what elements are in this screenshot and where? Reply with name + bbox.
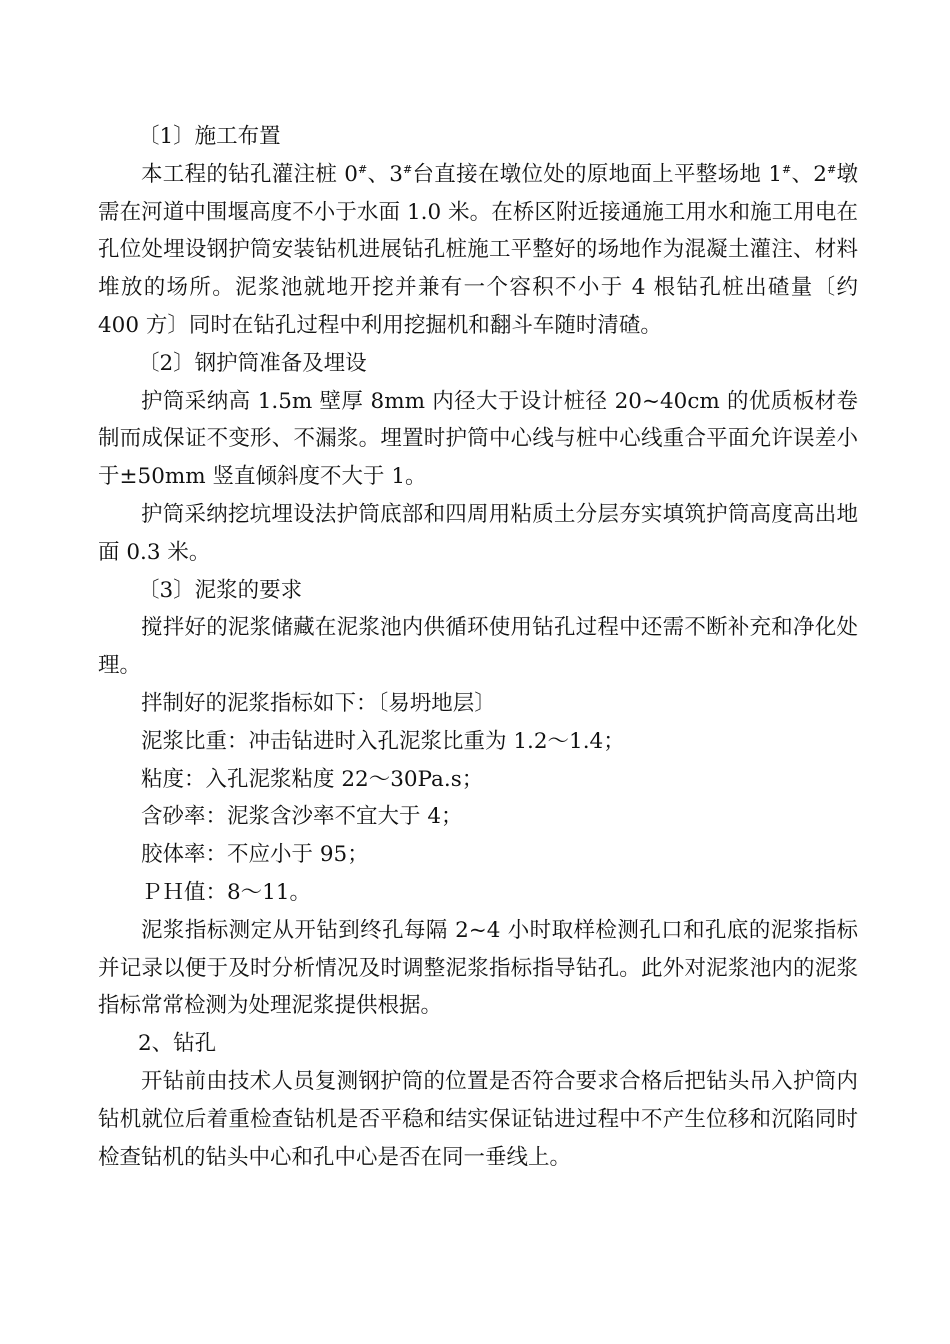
paragraph-slurry-indicators: 拌制好的泥浆指标如下：〔易坍地层〕 (141, 690, 496, 716)
paragraph-slurry-sand: 含砂率：泥浆含沙率不宜大于 4； (141, 804, 463, 830)
paragraph-slurry-storage: 搅拌好的泥浆储藏在泥浆池内供循环使用钻孔过程中还需不断补充和净化处理。 (98, 615, 858, 679)
paragraph-drilling: 开钻前由技术人员复测钢护筒的位置是否符合要求合格后把钻头吊入护筒内钻机就位后着重检查钻机是否平稳和结实保证钻进过程中不产生位移和沉陷同时检查钻机的钻头中心和孔中心是否在同一垂线上。 (98, 1068, 858, 1170)
section-heading-drilling: 2、钻孔 (138, 1031, 217, 1057)
paragraph-slurry-viscosity: 粘度：入孔泥浆粘度 22～30Pa.s； (141, 766, 484, 792)
paragraph-layout: 本工程的钻孔灌注桩 0#、3#台直接在墩位处的原地面上平整场地 1#、2#墩需在河道中围堰高度不小于水面 1.0 米。在桥区附近接通施工用水和施工用电在孔位处埋设钢护筒安装钻机进展钻孔桩施工平整好的场地作为混凝土灌注、材料堆放的场所。泥浆池就地开挖并兼有一个容积不小于 4 根钻孔桩出碴量〔约 400 方〕同时在钻孔过程中利用挖掘机和翻斗车随时清碴。 (98, 161, 859, 338)
paragraph-slurry-testing: 泥浆指标测定从开钻到终孔每隔 2~4 小时取样检测孔口和孔底的泥浆指标并记录以便于及时分析情况及时调整泥浆指标指导钻孔。此外对泥浆池内的泥浆指标常常检测为处理泥浆提供根据。 (98, 917, 858, 1019)
section-heading-slurry: 〔3〕泥浆的要求 (138, 577, 303, 603)
document-body (98, 118, 858, 1176)
paragraph-casing-spec: 护筒采纳高 1.5m 壁厚 8mm 内径大于设计桩径 20~40cm 的优质板材卷制而成保证不变形、不漏浆。埋置时护筒中心线与桩中心线重合平面允许误差小于±50mm 竖直倾斜度不大于 1。 (98, 388, 858, 490)
paragraph-slurry-ph: ＰＨ值：8～11。 (141, 879, 312, 905)
section-heading-casing: 〔2〕钢护筒准备及埋设 (138, 350, 367, 376)
paragraph-slurry-density: 泥浆比重：冲击钻进时入孔泥浆比重为 1.2～1.4； (141, 728, 625, 754)
paragraph-casing-burial: 护筒采纳挖坑埋设法护筒底部和四周用粘质土分层夯实填筑护筒高度高出地面 0.3 米。 (98, 501, 858, 565)
section-heading-layout: 〔1〕施工布置 (138, 124, 281, 149)
paragraph-slurry-colloid: 胶体率：不应小于 95； (141, 842, 369, 868)
